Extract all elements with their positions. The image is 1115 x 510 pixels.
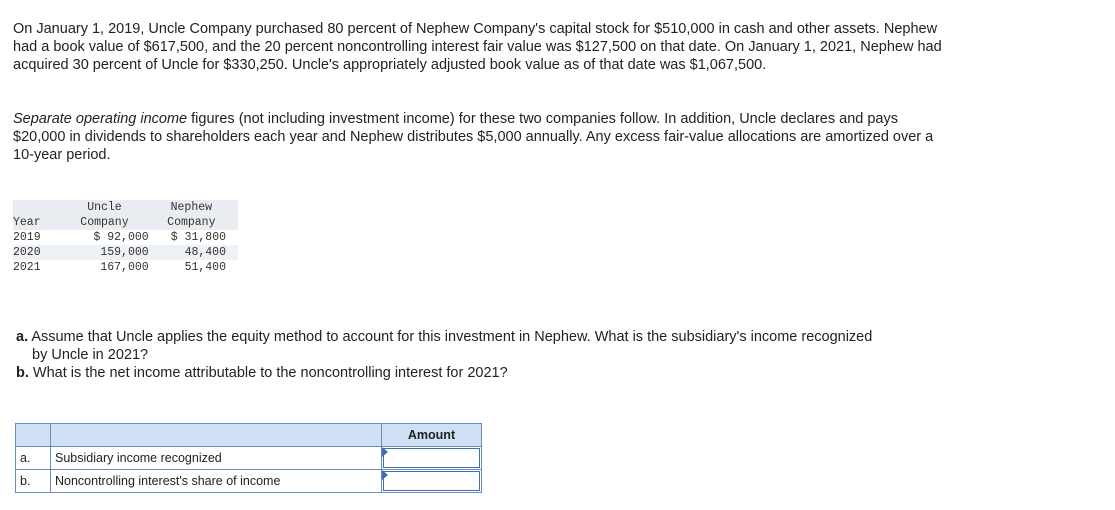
nephew-cell: $ 31,800 [170, 231, 226, 244]
amount-cell [382, 447, 482, 470]
amount-header: Amount [382, 424, 482, 447]
subsidiary-income-input[interactable] [383, 448, 480, 468]
table-row [13, 230, 238, 245]
question-a-text: Assume that Uncle applies the equity method to account for this investment in Nephew. What is the subsidiary's income recognized [28, 329, 873, 345]
amount-cell [382, 470, 482, 493]
input-marker-icon [382, 470, 388, 480]
row-description: Noncontrolling interest's share of income [51, 470, 382, 493]
question-b-label: b. [16, 365, 29, 381]
uncle-cell: $ 92,000 [93, 231, 149, 244]
question-a-label: a. [16, 329, 29, 345]
header-cell: Nephew [155, 200, 238, 215]
question-a-text-cont: by Uncle in 2021? [32, 347, 149, 363]
income-table-header-bottom [13, 215, 238, 230]
header-cell [13, 200, 58, 215]
row-label: b. [16, 470, 51, 493]
operating-income-paragraph [13, 110, 953, 164]
year-cell: 2019 [13, 231, 41, 244]
header-cell: Uncle [58, 200, 154, 215]
table-row [13, 245, 238, 260]
header-blank [51, 424, 382, 447]
income-table [13, 200, 238, 275]
uncle-cell: 167,000 [100, 261, 149, 274]
row-label: a. [16, 447, 51, 470]
income-table-header-top [13, 200, 238, 215]
header-blank [16, 424, 51, 447]
answer-table-header [16, 424, 482, 447]
year-cell: 2020 [13, 245, 58, 260]
answer-row [16, 447, 482, 470]
table-row [13, 260, 238, 275]
paragraph-rest: figures (not including investment income) for these two companies follow. In addition, Uncle declares and pays $20,000 in dividends to shareholders each year and Nephew distributes $5,000 annually. Any excess fair-value allocations are amortized over a 10-year period. [13, 111, 934, 163]
nephew-cell: 48,400 [155, 245, 238, 260]
nephew-cell: 51,400 [184, 261, 226, 274]
year-cell: 2021 [13, 261, 41, 274]
input-marker-icon [382, 447, 388, 457]
question-a [16, 328, 966, 364]
header-cell: Year [13, 215, 58, 230]
answer-row [16, 470, 482, 493]
italic-term: Separate operating income [13, 111, 188, 127]
intro-paragraph: On January 1, 2019, Uncle Company purchased 80 percent of Nephew Company's capital stock for $510,000 in cash and other assets. Nephew had a book value of $617,500, and the 20 percent noncontrolling interest fair value was $127,500 on that date. On January 1, 2021, Nephew had acquired 30 percent of Uncle for $330,250. Uncle's appropriately adjusted book value as of that date was $1,067,500. [13, 21, 942, 73]
header-cell: Company [155, 215, 238, 230]
uncle-cell: 159,000 [58, 245, 154, 260]
answer-table [15, 423, 482, 493]
header-cell: Company [58, 215, 154, 230]
question-b-text: What is the net income attributable to the noncontrolling interest for 2021? [28, 365, 508, 381]
nci-share-input[interactable] [383, 471, 480, 491]
question-b [16, 364, 966, 382]
row-description: Subsidiary income recognized [51, 447, 382, 470]
